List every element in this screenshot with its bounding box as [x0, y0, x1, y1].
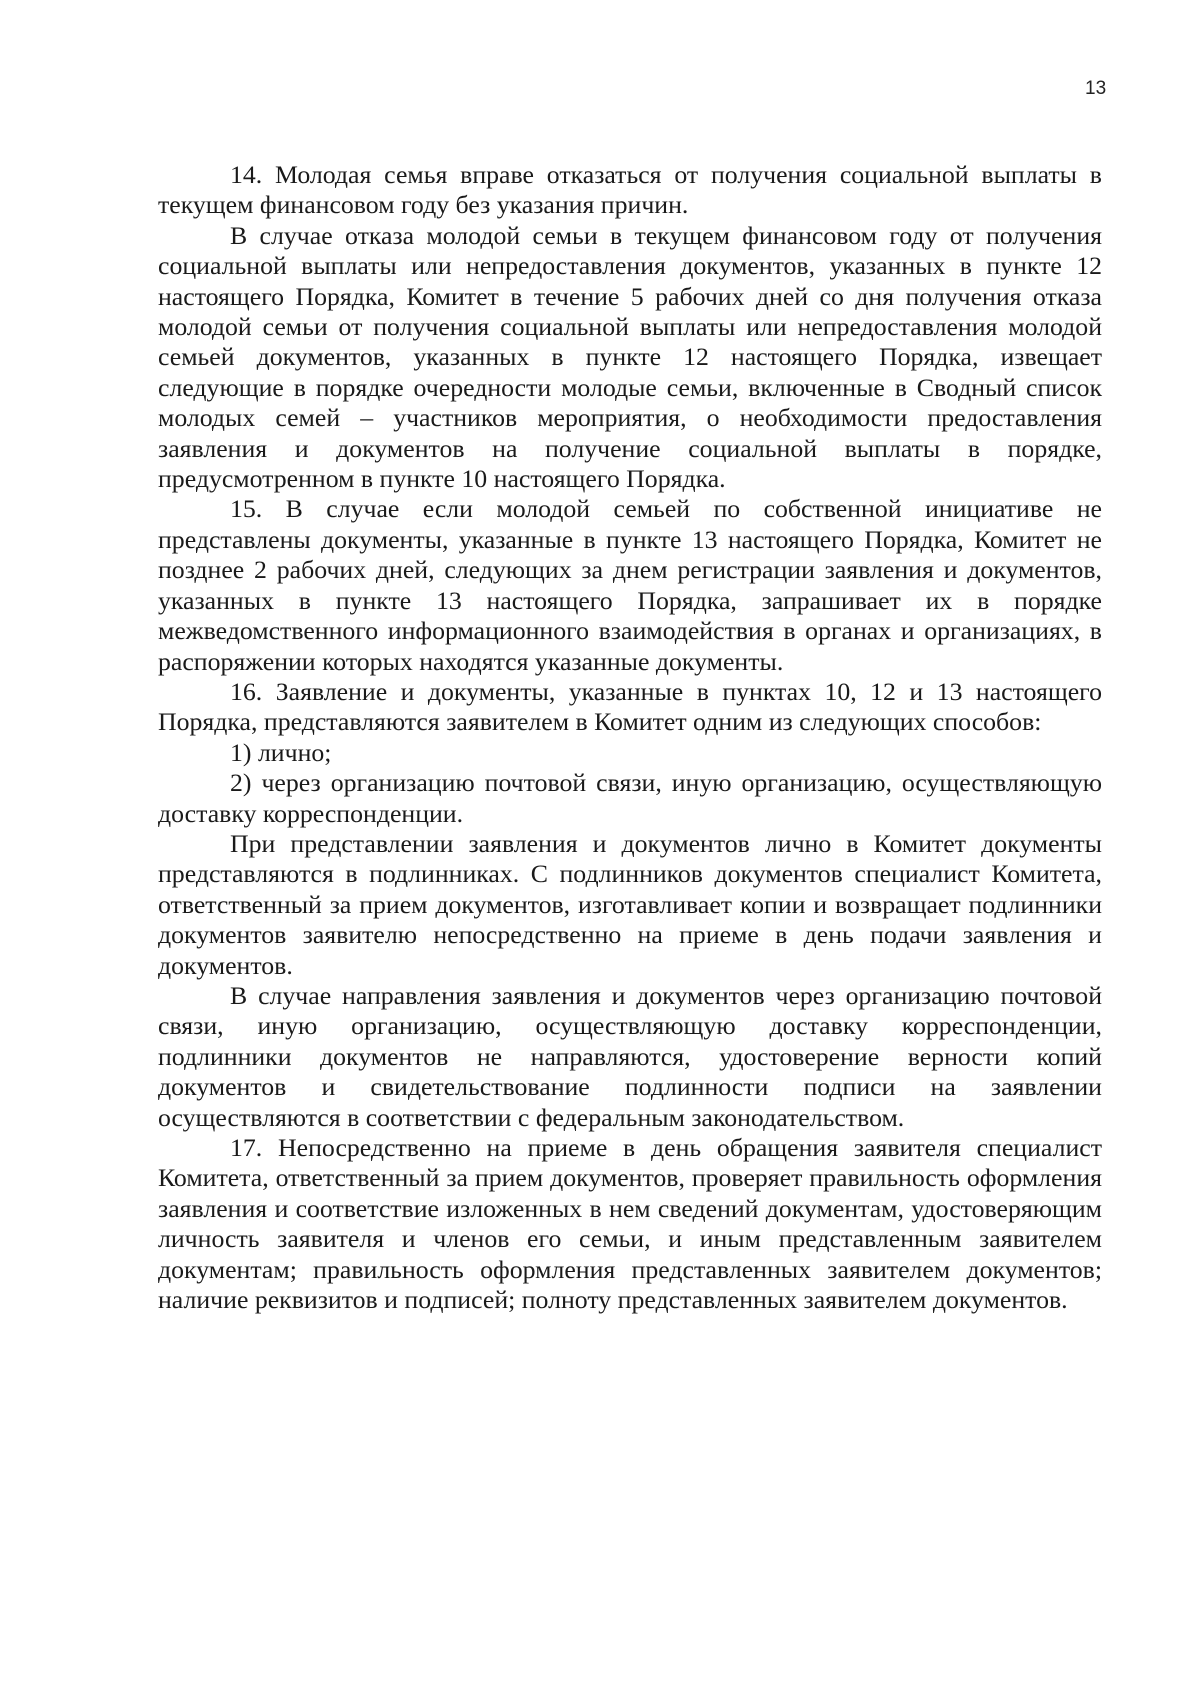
paragraph-postal-submission: В случае направления заявления и документов через организацию почтовой связи, иную организацию, осуществляющую доставку корреспонденции, подлинники документов не направляются, удостоверение верности копий документов и свидетельствование подлинности подписи на заявлении осуществляются в соответствии с федеральным законодательством.: [158, 980, 1102, 1132]
document-body: [158, 160, 1102, 1315]
paragraph-in-person-submission: При представлении заявления и документов лично в Комитет документы представляются в подлинниках. С подлинников документов специалист Комитета, ответственный за прием документов, изготавливает копии и возвращает подлинники документов заявителю непосредственно на приеме в день подачи заявления и документов.: [158, 828, 1102, 980]
paragraph-17: 17. Непосредственно на приеме в день обращения заявителя специалист Комитета, ответственный за прием документов, проверяет правильность оформления заявления и соответствие изложенных в нем сведений документам, удостоверяющим личность заявителя и членов его семьи, и иным представленным заявителем документам; правильность оформления представленных заявителем документов; наличие реквизитов и подписей; полноту представленных заявителем документов.: [158, 1133, 1102, 1315]
paragraph-refusal: В случае отказа молодой семьи в текущем финансовом году от получения социальной выплаты или непредоставления документов, указанных в пункте 12 настоящего Порядка, Комитет в течение 5 рабочих дней со дня получения отказа молодой семьи от получения социальной выплаты или непредоставления молодой семьей документов, указанных в пункте 12 настоящего Порядка, извещает следующие в порядке очередности молодые семьи, включенные в Сводный список молодых семей – участников мероприятия, о необходимости предоставления заявления и документов на получение социальной выплаты в порядке, предусмотренном в пункте 10 настоящего Порядка.: [158, 220, 1102, 494]
paragraph-15: 15. В случае если молодой семьей по собственной инициативе не представлены документы, указанные в пункте 13 настоящего Порядка, Комитет не позднее 2 рабочих дней, следующих за днем регистрации заявления и документов, указанных в пункте 13 настоящего Порядка, запрашивает их в порядке межведомственного информационного взаимодействия в органах и организациях, в распоряжении которых находятся указанные документы.: [158, 494, 1102, 676]
list-item-in-person: 1) лично;: [230, 737, 332, 767]
page-number: 13: [1085, 78, 1107, 99]
paragraph-14: 14. Молодая семья вправе отказаться от получения социальной выплаты в текущем финансовом году без указания причин.: [158, 160, 1102, 220]
list-item-by-post: 2) через организацию почтовой связи, иную организацию, осуществляющую доставку корреспонденции.: [158, 768, 1102, 828]
paragraph-16: 16. Заявление и документы, указанные в пунктах 10, 12 и 13 настоящего Порядка, представляются заявителем в Комитет одним из следующих способов:: [158, 676, 1102, 737]
